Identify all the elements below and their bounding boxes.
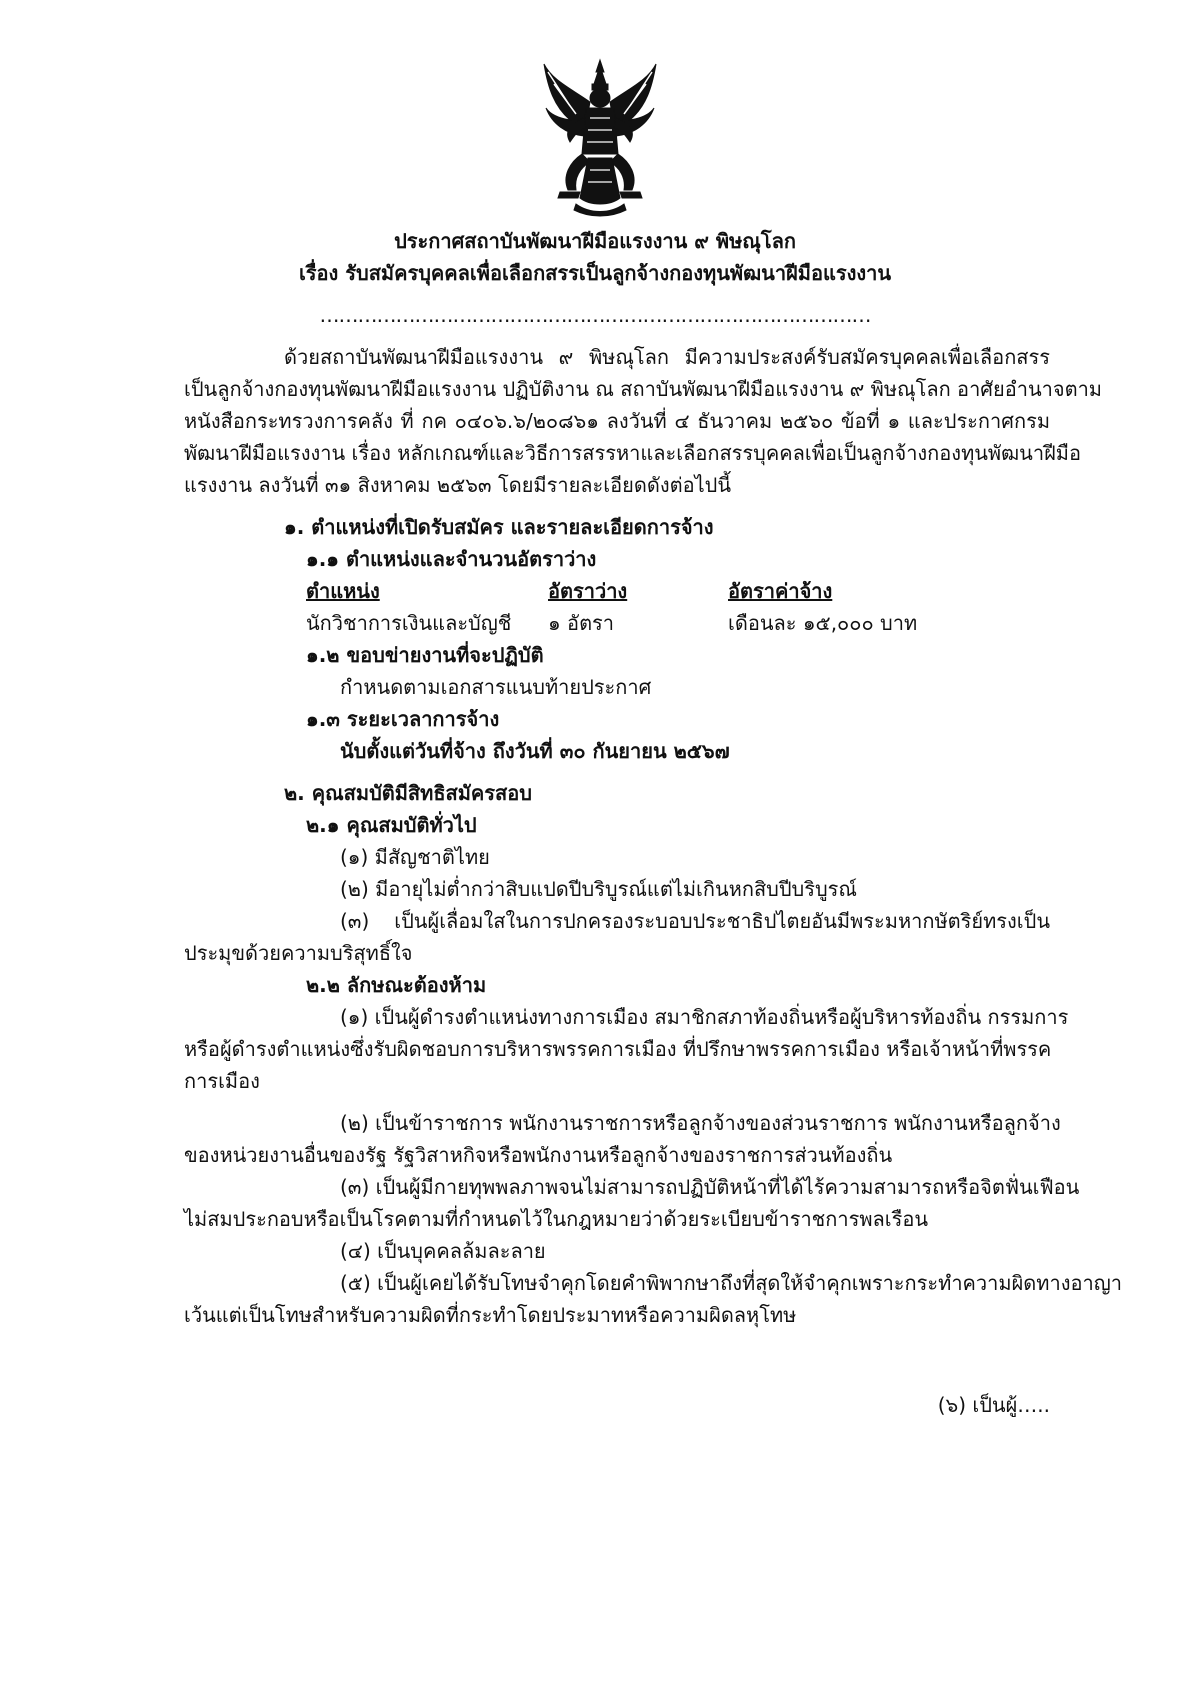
prohibited-item-3-line-2: ไม่สมประกอบหรือเป็นโรคตามที่กำหนดไว้ในกฎหมายว่าด้วยระเบียบข้าราชการพลเรือน: [184, 1207, 929, 1231]
section-1-3-text: นับตั้งแต่วันที่จ้าง ถึงวันที่ ๓๐ กันยายน ๒๕๖๗: [340, 739, 730, 763]
general-item-1: (๑) มีสัญชาติไทย: [340, 845, 490, 869]
announcement-title: ประกาศสถาบันพัฒนาฝีมือแรงงาน ๙ พิษณุโลก: [394, 229, 796, 253]
prohibited-item-4: (๔) เป็นบุคคลล้มละลาย: [340, 1239, 546, 1263]
intro-line-4: พัฒนาฝีมือแรงงาน เรื่อง หลักเกณฑ์และวิธีการสรรหาและเลือกสรรบุคคลเพื่อเป็นลูกจ้างกองทุนพัฒนาฝีมือ: [184, 441, 1081, 465]
prohibited-item-1-line-2: หรือผู้ดำรงตำแหน่งซึ่งรับผิดชอบการบริหารพรรคการเมือง ที่ปรึกษาพรรคการเมือง หรือเจ้าหน้าที่พรรค: [184, 1037, 1052, 1061]
section-2-heading: ๒. คุณสมบัติมีสิทธิสมัครสอบ: [284, 781, 532, 805]
dotted-separator: ……………………………………………………………………………: [319, 303, 871, 327]
general-item-2: (๒) มีอายุไม่ต่ำกว่าสิบแปดปีบริบูรณ์แต่ไม่เกินหกสิบปีบริบูรณ์: [340, 877, 857, 901]
table-header-position: ตำแหน่ง: [306, 579, 380, 603]
prohibited-item-1-line-3: การเมือง: [184, 1069, 260, 1093]
section-2-1-heading: ๒.๑ คุณสมบัติทั่วไป: [306, 813, 477, 837]
table-cell-vacancies: ๑ อัตรา: [548, 611, 615, 635]
page-continuation: (๖) เป็นผู้…..: [937, 1393, 1050, 1417]
general-item-3-line-1: (๓) เป็นผู้เลื่อมใสในการปกครองระบอบประชาธิปไตยอันมีพระมหากษัตริย์ทรงเป็น: [340, 909, 1050, 933]
section-1-heading: ๑. ตำแหน่งที่เปิดรับสมัคร และรายละเอียดการจ้าง: [284, 515, 714, 539]
prohibited-item-1-line-1: (๑) เป็นผู้ดำรงตำแหน่งทางการเมือง สมาชิกสภาท้องถิ่นหรือผู้บริหารท้องถิ่น กรรมการ: [340, 1005, 1069, 1029]
section-1-2-heading: ๑.๒ ขอบข่ายงานที่จะปฏิบัติ: [306, 643, 544, 667]
general-item-3-line-2: ประมุขด้วยความบริสุทธิ์ใจ: [184, 941, 413, 965]
prohibited-item-2-line-1: (๒) เป็นข้าราชการ พนักงานราชการหรือลูกจ้างของส่วนราชการ พนักงานหรือลูกจ้าง: [340, 1111, 1061, 1135]
intro-line-1: ด้วยสถาบันพัฒนาฝีมือแรงงาน ๙ พิษณุโลก มีความประสงค์รับสมัครบุคคลเพื่อเลือกสรร: [284, 345, 1050, 369]
section-1-2-text: กำหนดตามเอกสารแนบท้ายประกาศ: [340, 675, 652, 699]
section-2-2-heading: ๒.๒ ลักษณะต้องห้าม: [306, 973, 487, 997]
announcement-subject: เรื่อง รับสมัครบุคคลเพื่อเลือกสรรเป็นลูกจ้างกองทุนพัฒนาฝีมือแรงงาน: [298, 261, 892, 285]
prohibited-item-2-line-2: ของหน่วยงานอื่นของรัฐ รัฐวิสาหกิจหรือพนักงานหรือลูกจ้างของราชการส่วนท้องถิ่น: [184, 1143, 893, 1167]
prohibited-item-5-line-2: เว้นแต่เป็นโทษสำหรับความผิดที่กระทำโดยประมาทหรือความผิดลหุโทษ: [184, 1303, 797, 1327]
prohibited-item-5-line-1: (๕) เป็นผู้เคยได้รับโทษจำคุกโดยคำพิพากษาถึงที่สุดให้จำคุกเพราะกระทำความผิดทางอาญา: [340, 1271, 1122, 1295]
intro-line-5: แรงงาน ลงวันที่ ๓๑ สิงหาคม ๒๕๖๓ โดยมีรายละเอียดดังต่อไปนี้: [184, 473, 732, 497]
garuda-emblem-icon: [540, 58, 660, 218]
table-header-wage: อัตราค่าจ้าง: [728, 579, 833, 603]
intro-line-3: หนังสือกระทรวงการคลัง ที่ กค ๐๔๐๖.๖/๒๐๘๖๑ ลงวันที่ ๔ ธันวาคม ๒๕๖๐ ข้อที่ ๑ และประกาศกรม: [184, 409, 1050, 433]
table-header-vacancies: อัตราว่าง: [548, 579, 628, 603]
section-1-3-heading: ๑.๓ ระยะเวลาการจ้าง: [306, 707, 500, 731]
section-1-1-heading: ๑.๑ ตำแหน่งและจำนวนอัตราว่าง: [306, 547, 597, 571]
prohibited-item-3-line-1: (๓) เป็นผู้มีกายทุพพลภาพจนไม่สามารถปฏิบัติหน้าที่ได้ไร้ความสามารถหรือจิตฟั่นเฟือน: [340, 1175, 1080, 1199]
table-cell-wage: เดือนละ ๑๕,๐๐๐ บาท: [728, 611, 918, 635]
table-cell-position: นักวิชาการเงินและบัญชี: [306, 611, 512, 635]
intro-line-2: เป็นลูกจ้างกองทุนพัฒนาฝีมือแรงงาน ปฏิบัติงาน ณ สถาบันพัฒนาฝีมือแรงงาน ๙ พิษณุโลก อาศัยอำนาจตาม: [184, 377, 1102, 401]
